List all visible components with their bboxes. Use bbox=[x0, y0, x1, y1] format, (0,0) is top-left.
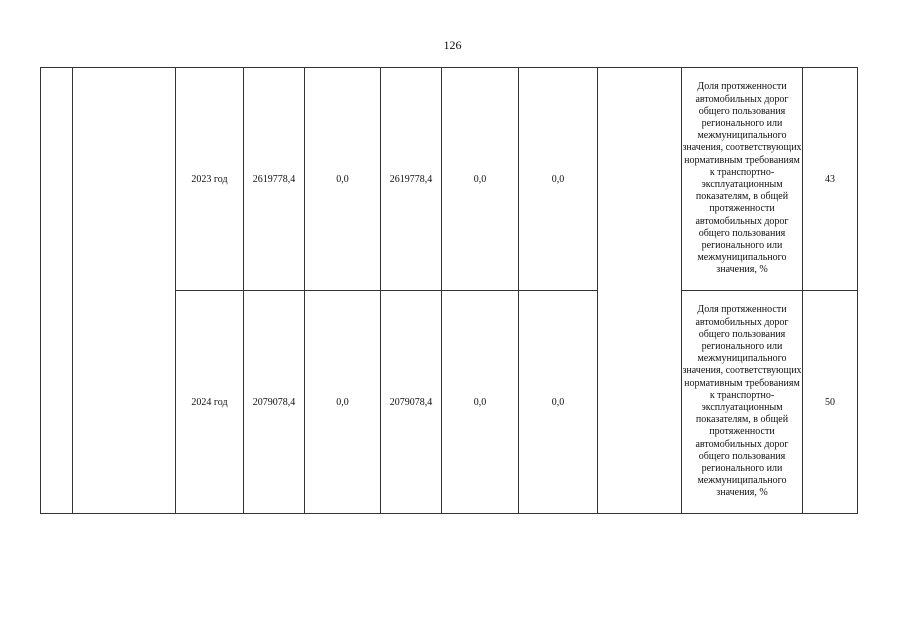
indicator-value-cell: 50 bbox=[803, 291, 858, 514]
funding-cell: 0,0 bbox=[519, 68, 598, 291]
year-cell: 2023 год bbox=[176, 68, 244, 291]
page-number: 126 bbox=[443, 38, 462, 52]
funding-cell: 0,0 bbox=[442, 291, 519, 514]
funding-cell: 2619778,4 bbox=[381, 68, 442, 291]
funding-cell: 0,0 bbox=[519, 291, 598, 514]
total-funding-cell: 2079078,4 bbox=[244, 291, 305, 514]
year-cell: 2024 год bbox=[176, 291, 244, 514]
total-funding-cell: 2619778,4 bbox=[244, 68, 305, 291]
program-name-cell bbox=[73, 68, 176, 514]
indicator-cell bbox=[682, 291, 803, 514]
indicator-value-cell: 43 bbox=[803, 68, 858, 291]
indicator-cell bbox=[682, 68, 803, 291]
funding-cell: 2079078,4 bbox=[381, 291, 442, 514]
funding-cell: 0,0 bbox=[442, 68, 519, 291]
indicator-text: Доля протяженности автомобильных дорог общего пользования регионального или межмуниципального значения, соответствующих нормативным требованиям к транспортно-эксплуатационным показателям, в общей протяженности автомобильных дорог общего пользования регионального или межмуниципального значения, % bbox=[682, 81, 802, 276]
number-cell bbox=[41, 68, 73, 514]
budget-table bbox=[40, 67, 858, 514]
indicator-text: Доля протяженности автомобильных дорог общего пользования регионального или межмуниципального значения, соответствующих нормативным требованиям к транспортно-эксплуатационным показателям, в общей протяженности автомобильных дорог общего пользования регионального или межмуниципального значения, % bbox=[682, 304, 802, 499]
table-row bbox=[41, 68, 858, 291]
funding-cell: 0,0 bbox=[305, 68, 381, 291]
funding-cell: 0,0 bbox=[305, 291, 381, 514]
executor-cell bbox=[598, 68, 682, 514]
